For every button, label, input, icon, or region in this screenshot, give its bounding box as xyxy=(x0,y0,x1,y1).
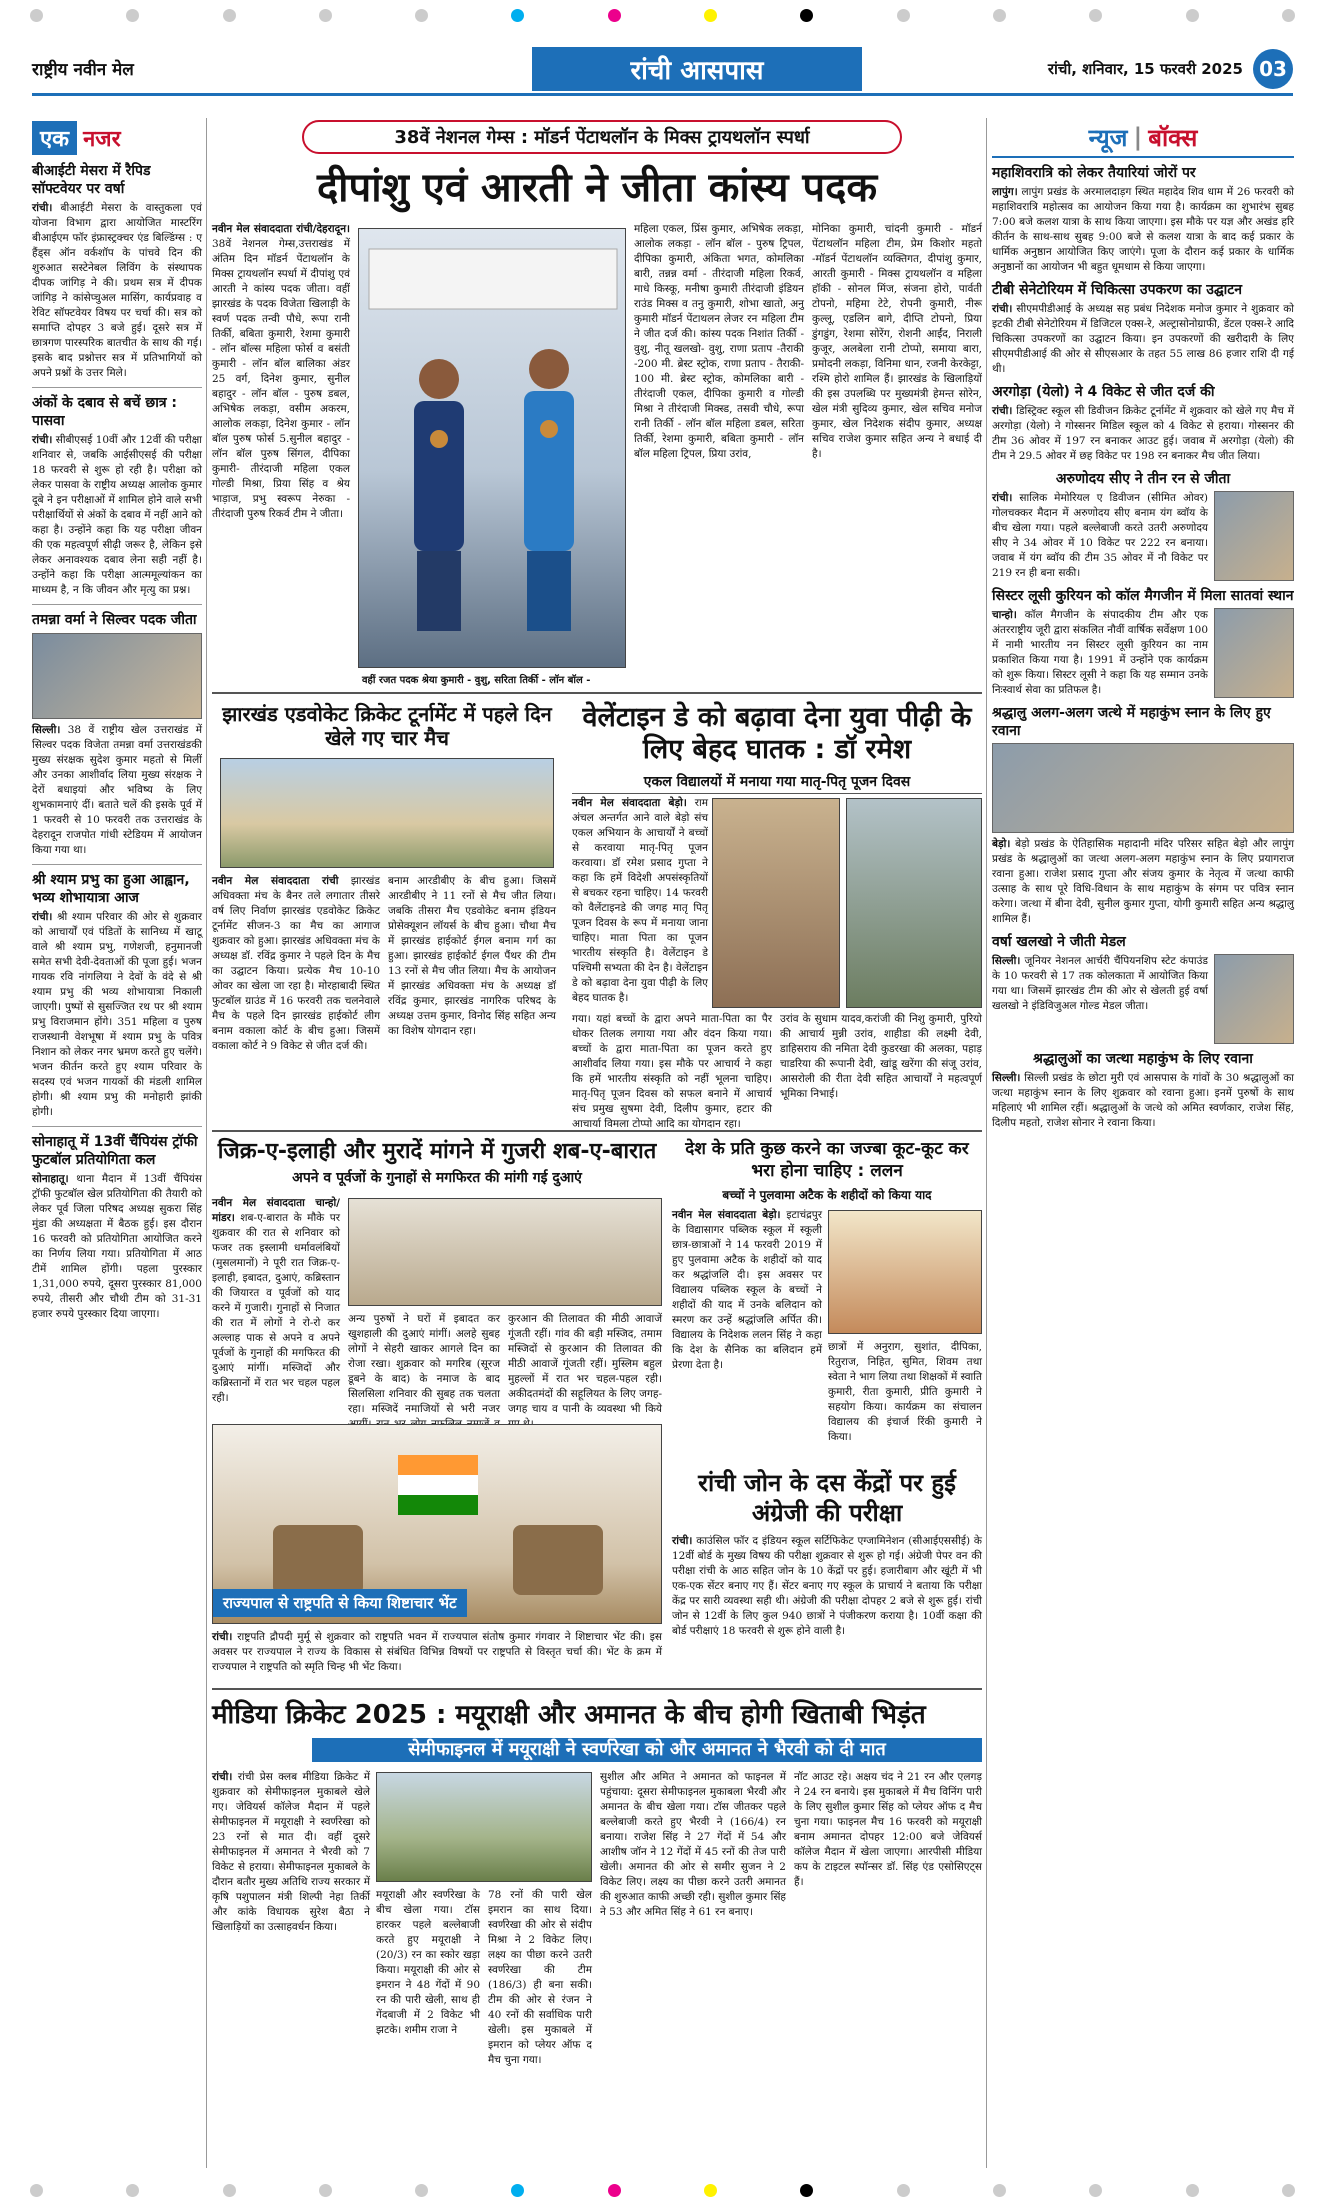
media-subhead: सेमीफाइनल में मयूराक्षी ने स्वर्णरेखा को और अमानत ने भैरवी को दी मात xyxy=(312,1738,982,1762)
story-shivratri-body: लापुंग। लापुंग प्रखंड के अरमालदाड़ग स्थित महादेव शिव धाम में 26 फरवरी को महाशिवरात्रि महोत्सव का आयोजन किया गया है। कार्यक्रम का शुभारंभ सुबह 7:00 बजे कलश यात्रा के साथ किया जाएगा। इस मौके पर यज्ञ और अखंड हरि कीर्तन के साथ-साथ सुबह 9:00 बजे से कलश यात्रा के बाद कई प्रकार के धार्मिक अनुष्ठान आयोजित किए जाएंगे। पूजा के दौरान कई प्रकार के धार्मिक अनुष्ठानों का आयोजन भी बहुत धूमधाम से किया जाएगा। xyxy=(992,186,1295,273)
story-lucy-body: चान्हो। कॉल मैगजीन के संपादकीय टीम और एक अंतरराष्ट्रीय जूरी द्वारा संकलित नौवीं वार्षिक सर्वेक्षण 100 में नामी भारतीय नन सिस्टर लूसी कुरियन का नाम प्रकाशित किया गया है। 1991 में उन्होंने एक कार्यक्रम को शुरू किया। सिस्टर लूसी ने कहा कि यह सम्मान उनके निःस्वार्थ सेवा का प्रतिफल है। xyxy=(992,609,1209,696)
media-col-1: रांची। रांची प्रेस क्लब मीडिया क्रिकेट में शुक्रवार को सेमीफाइनल मुकाबले खेले गए। जेवियर्स कॉलेज मैदान में पहले सेमीफाइनल में मयूराक्षी ने स्वर्णरेखा को 23 रनों से मात दी। वहीं दूसरे सेमीफाइनल में अमानत ने भैरवी को 7 विकेट से हराया। सेमीफाइनल मुकाबले के दौरान बतौर मुख्य अतिथि राज्य सरकार में कृषि पशुपालन मंत्री शिल्पी नेहा तिर्की और कांके विधायक सुरेश बैठा ने खिलाड़ियों का उत्साहवर्धन किया। xyxy=(212,1771,371,1933)
header-nazar: नजर xyxy=(83,127,121,152)
story-bit-title: बीआईटी मेसरा में रैपिड सॉफ्टवेयर पर वर्षा xyxy=(32,163,151,197)
story-varsha-title: वर्षा खलखो ने जीती मेडल xyxy=(992,934,1126,950)
governor-text: रांची। राष्ट्रपति द्रौपदी मुर्मू से शुक्रवार को राष्ट्रपति भवन में राज्यपाल संतोष कुमार गंगवार ने शिष्टाचार भेंट की। इस अवसर पर राज्यपाल ने राज्य के विकास से संबंधित विभिन्न विषयों पर राष्ट्रपति से विस्तृत चर्चा की। भेंट के क्रम में राज्यपाल ने राष्ट्रपति को स्मृति चिन्ह भी भेंट किया। xyxy=(212,1631,662,1673)
advocate-col-2: बनाम आरडीबीए के बीच हुआ। जिसमें आरडीबीए ने 11 रनों से मैच जीत लिया। जबकि तीसरा मैच एडवोकेट बनाम इंडियन प्रोसेक्यूशन लॉयर्स के बीच हुआ। चौथा मैच में झारखंड हाईकोर्ट ईगल बनाम गर्ग का हुआ। झारखंड हाईकोर्ट ईगल पैंथर की टीम 13 रनों से मैच जीत लिया। मैच के आयोजन में झारखंड अधिवक्ता मंच के अध्यक्ष डॉ रविंद्र कुमार, झारखंड नागरिक परिषद के अध्यक्ष उत्तम कुमार, विनोद सिंह सहित अन्य का विशेष योगदान रहा। xyxy=(388,875,556,1037)
governor-meeting-photo xyxy=(212,1424,662,1624)
story-argora-body: रांची। डिस्ट्रिक्ट स्कूल सी डिवीजन क्रिकेट टूर्नामेंट में शुक्रवार को खेले गए मैच में अरगोड़ा (येलो) ने गोस्सनर मिडिल स्कूल को 4 विकेट से हराया। गोस्सनर की टीम 36 ओवर में 197 रन बनाकर आउट हुई। जवाब में अरगोड़ा (येलो) की टीम ने 29.5 ओवर में छह विकेट पर 198 रन बनाकर मैच जीत लिया। xyxy=(992,405,1294,462)
story-lucy-title: सिस्टर लूसी कुरियन को कॉल मैगजीन में मिला सातवां स्थान xyxy=(992,588,1294,604)
valentine-col-1: नवीन मेल संवाददाता बेड़ो। राम अंचल अन्तर्गत आने वाले बेड़ो संच एकल अभियान के आचार्यों ने बच्चों से करवाया मातृ-पितृ पूजन करवाया। डॉ रमेश प्रसाद गुप्ता ने कहा कि हमें विदेशी अपसंस्कृतियों से बचकर रहना चाहिए। 14 फरवरी को वैलेंटाइनडे की जगह मातृ पितृ पूजन दिवस के रूप में मनाया जाना चाहिए। माता पिता का पूजन भारतीय संस्कृति है। वेलेंटाइन डे पश्चिमी सभ्यता की देन है। वेलेंटाइन डे को बढ़ावा देना युवा पीढ़ी के लिए बेहद घातक है। xyxy=(572,797,708,1004)
governor-banner: राज्यपाल से राष्ट्रपति से किया शिष्टाचार भेंट xyxy=(213,1589,467,1617)
registration-marks-top xyxy=(30,6,1295,24)
ek-nazar-column xyxy=(32,118,202,2168)
story-pasva-title: अंकों के दबाव से बचें छात्र : पासवा xyxy=(32,395,178,429)
desh-students-photo xyxy=(828,1210,982,1334)
story-football-title: सोनाहातू में 13वीं चैंपियंस ट्रॉफी फुटबॉल प्रतियोगिता कल xyxy=(32,1134,198,1168)
desh-col-1: नवीन मेल संवाददाता बेड़ो। इटाचंद्रपुर के विद्यासागर पब्लिक स्कूल में स्कूली छात्र-छात्राओं ने 14 फरवरी 2019 में हुए पुलवामा अटैक के शहीदों को याद कर श्रद्धांजलि दी। इस अवसर पर विद्यालय पब्लिक स्कूल के बच्चों ने शहीदों की याद में उनके बलिदान को स्मरण कर उन्हें श्रद्धांजलि अर्पित की। विद्यालय के निदेशक ललन सिंह ने कहा कि देश के सैनिक का बलिदान हमें प्रेरणा देता है। xyxy=(672,1209,822,1371)
story-jattha-title: श्रद्धालुओं का जत्था महाकुंभ के लिए रवाना xyxy=(1033,1051,1253,1067)
story-bit-body: रांची। बीआईटी मेसरा के वास्तुकला एवं योजना विभाग द्वारा आयोजित मास्टरिंग बीआईएम फॉर इंफ्रास्ट्रक्चर एंड बिल्डिंग्स : ए हैंड्स ऑन वर्कशॉप के पांचवे दिन की शुरुआत सस्टेनेबल लिविंग के संस्थापक दीपक जांगिड़ ने की। प्रथम सत्र में दीपक जांगिड़ ने कांसेप्चुअल मासिंग, कार्यप्रवाह व रेविट सॉफ्टवेयर विषय पर चर्चा की। सत्र को समाप्ति दोपहर 3 बजे हुई। दूसरे सत्र में छात्रगण पारस्परिक बातचीत के साथ की गई। इसके बाद प्रश्नोत्तर सत्र में प्रतिभागियों को अपने प्रश्नों के उत्तर मिले। xyxy=(32,202,202,379)
lead-medal-photo xyxy=(358,228,626,668)
brand-name: राष्ट्रीय नवीन मेल xyxy=(32,60,134,80)
section-title: रांची आसपास xyxy=(532,47,862,91)
media-col-2: मयूराक्षी और स्वर्णरेखा के बीच खेला गया। टॉस हारकर पहले बल्लेबाजी करते हुए मयूराक्षी ने (20/3) रन का स्कोर खड़ा किया। मयूराक्षी की ओर से इमरान ने 48 गेंदों में 90 रन की पारी खेली, साथ ही गेंदबाजी में 2 विकेट भी झटके। शमीम राजा ने xyxy=(376,1889,480,2036)
valentine-headline: वेलेंटाइन डे को बढ़ावा देना युवा पीढ़ी के लिए बेहद घातक : डॉ रमेश xyxy=(582,702,972,765)
desh-headline: देश के प्रति कुछ करने का जज्बा कूट-कूट कर भरा होना चाहिए : ललन xyxy=(685,1139,969,1181)
desh-col-2: छात्रों में अनुराग, सुशांत, दीपिका, रितुराज, निहित, सुमित, शिवम तथा स्वेता ने भाग लिया तथा शिक्षकों में स्वाति कुमारी, रीता कुमारी, प्रीति कुमारी ने सहयोग किया। कार्यक्रम का संचालन विद्यालय की इंचार्ज रिंकी कुमारी ने किया। xyxy=(828,1341,982,1443)
page-number: 03 xyxy=(1253,49,1293,89)
valentine-col-2: गया। यहां बच्चों के द्वारा अपने माता-पिता का पैर धोकर तिलक लगाया गया और वंदन किया गया। बच्चों के द्वारा माता-पिता का पूजन करते हुए आशीर्वाद लिया गया। इस मौके पर आचार्य ने कहा कि हमें भारतीय संस्कृति को नहीं भूलना चाहिए। मातृ-पितृ पूजन दिवस को सफल बनाने में आचार्य संच प्रमुख सुषमा देवी, दिलीप कुमार, हटार की आचार्या विमला टोप्पो आदि का योगदान रहा। xyxy=(572,1013,772,1130)
story-jattha-body: सिल्ली। सिल्ली प्रखंड के छोटा मुरी एवं आसपास के गांवों के 30 श्रद्धालुओं का जत्था महाकुंभ स्नान के लिए शुक्रवार को रवाना हुआ। इनमें पुरुषों के साथ महिलाएं भी शामिल रहीं। श्रद्धालुओं के जत्थे को अमित स्वर्णकार, राजेश सिंह, दिलीप महतो, राजेश सोनार ने रवाना किया। xyxy=(992,1072,1294,1129)
lucy-photo xyxy=(1214,608,1294,698)
issue-date xyxy=(1048,49,1293,89)
media-headline: मीडिया क्रिकेट 2025 : मयूराक्षी और अमानत के बीच होगी खिताबी भिड़ंत xyxy=(212,1700,926,1730)
registration-marks-bottom xyxy=(30,2181,1295,2199)
media-col-4: सुशील और अमित ने अमानत को फाइनल में पहुंचाया: दूसरा सेमीफाइनल मुकाबला भैरवी और अमानत के बीच खेला गया। टॉस जीतकर पहले बल्लेबाजी करते हुए भैरवी ने (166/4) रन बनाया। राजेश सिंह ने 27 गेंदों में 54 और आशीष जॉन ने 12 गेंदों में 45 रनों की तेज पारी खेली। अमानत की ओर से समीर सुजन ने 2 विकेट लिए। लक्ष्य का पीछा करने उतरी अमानत की शुरुआत काफी अच्छी रही। सुशील कुमार सिंह ने 53 और अमित सिंह ने 61 रन बनाए। xyxy=(600,1771,786,1918)
shab-col-3: कुरआन की तिलावत की मीठी आवाजें गूंजती रहीं। गांव की बड़ी मस्जिद, तमाम मस्जिदों से कुरआन की तिलावत की मीठी आवाजें गूंजती रहीं। मुस्लिम बहुल मुहल्लों में रात भर चहल-पहल रही। अकीदतमंदों की सहूलियत के लिए जगह-जगह चाय व पानी के व्यवस्था भी किये xyxy=(508,1313,662,1415)
varsha-photo xyxy=(1214,954,1294,1044)
exam-text: रांची। काउंसिल फॉर द इंडियन स्कूल सर्टिफिकेट एग्जामिनेशन (सीआईएससीई) के 12वीं बोर्ड के मुख्य विषय की परीक्षा शुक्रवार से शुरू हो गई। अंग्रेजी पेपर वन की परीक्षा रांची के आठ सहित जोन के 10 केंद्रों पर हुई। हजारीबाग और खूंटी में भी एक-एक सेंटर बनाए गए हैं। सेंटर बनाए गए स्कूल के प्राचार्य ने बताया कि परीक्षा केंद्र पर सारी व्यवस्था सही थी। अंग्रेजी की परीक्षा दोपहर 2 बजे से शुरू हुई। रांची जोन से 12वीं के लिए कुल 940 छात्रों ने पंजीकरण कराया है। 10वीं कक्षा की बोर्ड परीक्षाएं 18 फरवरी से शुरू होने वाली है। xyxy=(672,1535,982,1637)
valentine-photo-2 xyxy=(846,798,982,1008)
issue-date-text: रांची, शनिवार, 15 फरवरी 2025 xyxy=(1047,59,1243,78)
lead-col-4: मोनिका कुमारी, चांदनी कुमारी - मॉडर्न पेंटाथलॉन महिला टीम, प्रेम किशोर महतो -मॉडर्न पेंटाथलॉन व्यक्तिगत, दीपांशु कुमार, आरती कुमारी - मिक्स ट्रायथलॉन व महिला हॉकी - सोनल मिंज, संजना होरो, पार्वती टोपनो, महिमा टेटे, रोपनी कुमारी, नीरू कुल्लू, एडलिन बागे, दीप्ति टोपनो, प्रिया डुंगडुंग, रेशमा सोरेंग, रोशनी आईंद, निराली कुजूर, अलबेला रानी टोप्पो, समाया बारा, प्रमोदनी लकड़ा, विनिमा धान, रजनी केरकेट्टा, रश्मि होरो शामिल हैं। झारखंड के खिलाड़ियों की इस उपलब्धि पर मुख्यमंत्री हेमन्त सोरेन, खेल मंत्री सुदिव्य कुमार, खेल सचिव मनोज कुमार, खेल निदेशक संदीप कुमार, अध्यक्ष सचिव राजेश कुमार सहित अन्य ने बधाई दी है। xyxy=(812,223,982,460)
valentine-subhead: एकल विद्यालयों में मनाया गया मातृ-पितृ पूजन दिवस xyxy=(572,772,982,794)
story-varsha-body: सिल्ली। जूनियर नेशनल आर्चरी चैंपियनशिप स्टेट कंपाउंड के 10 फरवरी से 17 तक कोलकाता में आयोजित किया गया था। जिसमें झारखंड टीम की ओर से खेलती हुई वर्षा खलखो ने इंडिविजुअल गोल्ड मेडल जीता। xyxy=(992,955,1208,1012)
story-arunoday-title: अरुणोदय सीए ने तीन रन से जीता xyxy=(1055,471,1231,487)
media-col-3: 78 रनों की पारी खेल इमरान का साथ दिया। स्वर्णरेखा की ओर से संदीप मिश्रा ने 2 विकेट लिए। लक्ष्य का पीछा करने उतरी स्वर्णरेखा की टीम (186/3) ही बना सकी। टीम की ओर से रंजन ने 40 रनों की सर्वाधिक पारी खेली। इस मुकाबले में इमरान को प्लेयर ऑफ द मैच चुना गया। xyxy=(488,1889,592,2066)
desh-subhead: बच्चों ने पुलवामा अटैक के शहीदों को किया याद xyxy=(722,1188,932,1202)
story-pasva-body: रांची। सीबीएसई 10वीं और 12वीं की परीक्षा शनिवार से, जबकि आईसीएसई की परीक्षा 18 फरवरी से शुरू हो रही है। परीक्षा को लेकर पासवा के राष्ट्रीय अध्यक्ष आलोक कुमार दूबे ने इन परीक्षाओं में शामिल होने वाले सभी परीक्षार्थियों से अंकों के दबाव में नहीं आने को कहा है। उन्होंने कहा कि यह परीक्षा जीवन की एक महत्वपूर्ण सीढ़ी जरूर है, लेकिन इसे लेकर अनावश्यक दबाव लेना सही नहीं है। उन्होंने कहा कि परीक्षा आत्ममूल्यांकन का माध्यम है, न कि जीवन और मृत्यु का प्रश्न। xyxy=(32,434,203,596)
lead-col-1: नवीन मेल संवाददाता रांची/देहरादून। 38वें नेशनल गेम्स,उत्तराखंड में अंतिम दिन मॉडर्न पेंटाथलॉन के मिक्स ट्रायथलॉन स्पर्धा में दीपांशु एवं आरती ने कांस्य पदक जीता। वहीं झारखंड के पदक विजेता खिलाड़ी के स्वर्ण पदक तन्वी पौधे, रूपा रानी तिर्की, बबिता कुमारी, रेशमा कुमारी - लॉन बॉल्स महिला फोर्स व बसंती कुमारी - लॉन बॉल बालिका अंडर 25 वर्ग, दिनेश कुमार, सुनील बहादुर - लॉन बॉल - पुरुष डबल, अभिषेक लकड़ा, वसीम अकरम, आलोक लकड़ा, दिनेश कुमार - लॉन बॉल पुरुष फोर्स 5.सुनील बहादुर - लॉन बॉल पुरुष सिंगल, दीपिका कुमारी- तीरंदाजी महिला एकल गोल्डी मिश्रा, प्रिया सिंह व श्रेय भाड़ाज, प्रभु स्वरूप नेरुका - तीरंदाजी पुरुष रिकर्व टीम ने जीता। xyxy=(212,223,350,520)
shab-headline: जिक्र-ए-इलाही और मुरादें मांगने में गुजरी शब-ए-बारात xyxy=(217,1139,657,1164)
tamanna-photo xyxy=(32,633,202,719)
lead-kicker: 38वें नेशनल गेम्स : मॉडर्न पेंटाथलॉन के मिक्स ट्रायथलॉन स्पर्धा xyxy=(302,120,902,154)
column-rule-right xyxy=(986,118,987,2168)
header-ek: एक xyxy=(32,121,77,155)
shab-prayer-photo xyxy=(348,1198,662,1306)
story-arunoday-body: रांची। सालिक मेमोरियल ए डिवीजन (सीमित ओवर) गोलचक्कर मैदान में अरुणोदय सीए बनाम यंग ब्वॉय के बीच खेला गया। पहले बल्लेबाजी करते उतरी अरुणोदय सीए ने 34 ओवर में 10 विकेट पर 222 रन बनाया। जवाब में यंग ब्वॉय की टीम 35 ओवर में नौ विकेट पर 219 रन ही बना सकी। xyxy=(992,492,1208,579)
story-shyam-body: रांची। श्री श्याम परिवार की ओर से शुक्रवार को आचार्यों एवं पंडितों के सानिध्य में खाटू वाले श्री श्याम प्रभु, गणेशजी, हनुमानजी समेत सभी देवी-देवताओं की पूजा हुई। भजन गायक रवि नांगलिया ने देवों के वंदे से श्री श्याम प्रभु की भव्य शोभायात्रा निकाली जाएगी। पुष्पों से सुसज्जित रथ पर श्री श्याम प्रभु विराजमान होंगे। 351 महिला व पुरुष राजस्थानी वेशभूषा में श्याम प्रभु के पवित्र निशान को लेकर नगर भ्रमण करते हुए चलेंगे। भजन कीर्तन करते हुए श्याम परिवार के सदस्य एवं भजन गायकों की मंडली शामिल होगी। श्री श्याम प्रभु की मनोहारी झांकी होगी। xyxy=(32,911,202,1118)
advocate-headline: झारखंड एडवोकेट क्रिकेट टूर्नामेंट में पहले दिन खेले गए चार मैच xyxy=(222,702,552,750)
valentine-photo-1 xyxy=(712,798,840,1008)
story-tb-body: रांची। सीएमपीडीआई के अध्यक्ष सह प्रबंध निदेशक मनोज कुमार ने शुक्रवार को इटकी टीबी सेनेटोरियम में डिजिटल एक्स-रे, अल्ट्रासोनोग्राफी, डेंटल एक्स-रे आदि चिकित्सा उपकरणों का उद्घाटन किया। इन उपकरणों की खरीदारी के लिए सीएमपीडीआई की ओर से सीएसआर के तहत 55 लाख 86 हजार राशि दी गई थी। xyxy=(992,303,1294,375)
lead-headline: दीपांशु एवं आरती ने जीता कांस्य पदक xyxy=(316,165,878,211)
media-col-5: नॉट आउट रहे। अक्षय चंद ने 21 रन और एलगड़ ने 24 रन बनाये। इस मुकाबले में मैच विनिंग पारी के लिए सुशील कुमार सिंह को प्लेयर ऑफ द मैच चुना गया। फाइनल मैच 16 फरवरी को मयूराक्षी बनाम अमानत दोपहर 12:00 बजे जेवियर्स कॉलेज मैदान में खेला जाएगा। आरपीसी मीडिया कप के टाइटल स्पॉन्सर डॉ. सिंह एंड एसोसिएट्स हैं। xyxy=(794,1771,982,1888)
news-box-column xyxy=(992,118,1294,2168)
exam-headline: रांची जोन के दस केंद्रों पर हुई अंग्रेजी की परीक्षा xyxy=(698,1469,956,1527)
story-tamanna-title: तमन्ना वर्मा ने सिल्वर पदक जीता xyxy=(32,612,197,628)
column-rule-left xyxy=(206,118,207,2168)
story-argora-title: अरगोड़ा (येलो) ने 4 विकेट से जीत दर्ज की xyxy=(992,384,1215,400)
main-news-area xyxy=(212,118,982,2168)
story-shivratri-title: महाशिवरात्रि को लेकर तैयारियां जोरों पर xyxy=(992,165,1196,181)
shab-col-2: अन्य पुरुषों ने घरों में इबादत कर खुशहाली की दुआएं मांगीं। अलहे सुबह लोगों ने सेहरी खाकर आगले दिन का रोजा रखा। शुक्रवार को मगरिब (सूरज डूबने के बाद) के नमाज के बाद सिलसिला शनिवार की सुबह तक चलता रहा। मस्जिदें नमाजियों से भरी नजर xyxy=(348,1313,500,1415)
advocate-group-photo xyxy=(220,758,554,868)
story-kumbh-title: श्रद्धालु अलग-अलग जत्थे में महाकुंभ स्नान के लिए हुए रवाना xyxy=(992,705,1271,739)
story-shyam-title: श्री श्याम प्रभु का हुआ आह्वान, भव्य शोभायात्रा आज xyxy=(32,872,190,906)
story-football-body: सोनाहातू। थाना मैदान में 13वीं चैंपियंस ट्रॉफी फुटबॉल खेल प्रतियोगिता की तैयारी को लेकर पूर्व जिला परिषद अध्यक्ष सुकरा सिंह मुंडा की अध्यक्षता में बैठक हुई। इस दौरान 16 फरवरी को प्रतियोगिता आयोजित करने का निर्णय लिया गया। प्रतियोगिता में आठ टीमें शामिल होंगी। पहला पुरस्कार 1,31,000 रुपये, दूसरा पुरस्कार 81,000 रुपये, तीसरी और चौथी टीम को 31-31 हजार रुपये पुरस्कार दिया जाएगा। xyxy=(32,1173,202,1320)
valentine-col-3: उरांव के सुधाम यादव,करांजी की निशु कुमारी, पुरियो की आचार्य मुन्नी उरांव, शाहीडा की लक्ष्मी देवी, डाहिसराय की नमिता देवी कुडरखा की अलका, पहाड़ चाडरिया की रूपानी देवी, खांडू खरेंगा की संजू उरांव, आसरोली की रीता देवी सहित आचार्यों ने महत्वपूर्ण भूमिका निभाई। xyxy=(780,1013,982,1100)
story-tamanna-body: सिल्ली। 38 वें राष्ट्रीय खेल उत्तराखंड में सिल्वर पदक विजेता तमन्ना वर्मा उत्तराखंडकी मुख्य संरक्षक सुदेश कुमार महतो से मिलीं और उनका आशीर्वाद लिया मुख्य संरक्षक ने देरों बधाइयां और भविष्य के लिए शुभकामनाएं दीं। बताते चलें की इसके पूर्व में 1 फरवरी से 10 फरवरी तक उत्तराखंड के देहरादून राजपोत गांधी स्टेडियम में आयोजन किया गया था। xyxy=(32,724,202,856)
masthead xyxy=(32,44,1293,96)
lead-caption: वहीं रजत पदक श्रेया कुमारी - वुशु, सरिता तिर्की - लॉन बॉल - xyxy=(362,675,591,686)
arunoday-photo xyxy=(1214,491,1294,581)
header-news: न्यूज xyxy=(1088,123,1128,152)
ek-nazar-header xyxy=(32,118,202,158)
athletes-illustration xyxy=(359,229,627,669)
story-kumbh-body: बेड़ो। बेड़ो प्रखंड के ऐतिहासिक महादानी मंदिर परिसर सहित बेड़ो और लापुंग प्रखंड के श्रद्धालुओं का जत्था अलग-अलग महाकुंभ स्नान के लिए प्रयागराज रवाना हुआ। राजेश प्रसाद गुप्ता और संजय कुमार के नेतृत्व में जत्था काफी उत्साह के साथ पूरे विधि-विधान के साथ महाकुंभ के संगम पर पवित्र स्नान करेगा। जत्था में बीना देवी, सुनील कुमार गुप्ता, योगी कुमारी सहित अन्य श्रद्धालु शामिल हैं। xyxy=(992,838,1294,925)
shab-col-1: नवीन मेल संवाददाता चान्हो/मांडर। शब-ए-बारात के मौके पर शुक्रवार की रात से शनिवार को फजर तक इस्लामी धर्मावलंबियों (मुसलमानों) ने पूरी रात जिक्र-ए-इलाही, इबादत, दुआएं, कब्रिस्तान की जियारत व पूर्वजों को याद करने में गुजारी। गुनाहों से निजात की रात में लोगों ने रो-रो कर अल्लाह पाक से अपने व अपने पूर्वजों के गुनाहों की मगफिरत की दुआएं मांगीं। मस्जिदों और कब्रिस्तानों में रात भर चहल पहल रही। xyxy=(212,1197,340,1404)
advocate-col-1: नवीन मेल संवाददाता रांची झारखंड अधिवक्ता मंच के बैनर तले लगातार तीसरे वर्ष लिए निर्वाण झारखंड एडवोकेट क्रिकेट टूर्नामेंट सीजन-3 का मैच का आगाज शुक्रवार को हुआ। झारखंड अधिवक्ता मंच के अध्यक्ष डॉ. रविंद्र कुमार ने पहले दिन के मैच का उद्घाटन किया। प्रत्येक मैच 10-10 ओवर का खेला जा रहा है। मोरहाबादी स्थित फुटबॉल ग्राउंड में 16 फरवरी तक चलनेवाले मैच के पहले दिन झारखंड हाईकोर्ट लीग बनाम वकाला कोर्ट के बीच हुआ। जिसमें वकाला कोर्ट ने 9 विकेट से जीत दर्ज की। xyxy=(212,875,380,1052)
kumbh-group-photo xyxy=(992,743,1294,833)
media-players-photo xyxy=(376,1772,592,1882)
news-box-header: न्यूज | बॉक्स xyxy=(992,118,1294,158)
shab-subhead: अपने व पूर्वजों के गुनाहों से मगफिरत की मांगी गई दुआएं xyxy=(292,1170,582,1186)
lead-col-3: महिला एकल, प्रिंस कुमार, अभिषेक लकड़ा, आलोक लकड़ा - लॉन बॉल - पुरुष ट्रिपल, दीपिका कुमारी, अंकिता भगत, कोमलिका बारी, तन्नन्न वर्मा - तीरंदाजी महिला रिकर्व, माधे किस्कू, मनीषा कुमारी तीरंदाजी इंडियन राउंड मिक्स व तनु कुमारी, शोभा खातो, अनु कुमारी मॉडर्न पेंटाथलन लेजर रन महिला टीम ने जीत दर्ज की। कांस्य पदक निशांत तिर्की - वुशु, नीतू खलखो- वुशु, राणा प्रताप -तैराकी -200 मी. ब्रेस्ट स्ट्रोक, राणा प्रताप - तैराकी- 100 मी. ब्रेस्ट स्ट्रोक, कोमलिका बारी - तीरंदाजी एकल, दीपिका कुमारी व गोल्डी मिश्रा ने तीरंदाजी मिक्स्ड, तसवी चौधे, रूपा रानी तिर्की - लॉन बॉल महिला डबल, सरिता तिर्की, रेशमा कुमारी, बबिता कुमारी - लॉन बॉल महिला ट्रिपल, प्रिया उरांव, xyxy=(634,223,804,460)
story-tb-title: टीबी सेनेटोरियम में चिकित्सा उपकरण का उद्घाटन xyxy=(992,282,1243,298)
header-box: बॉक्स xyxy=(1148,123,1198,152)
